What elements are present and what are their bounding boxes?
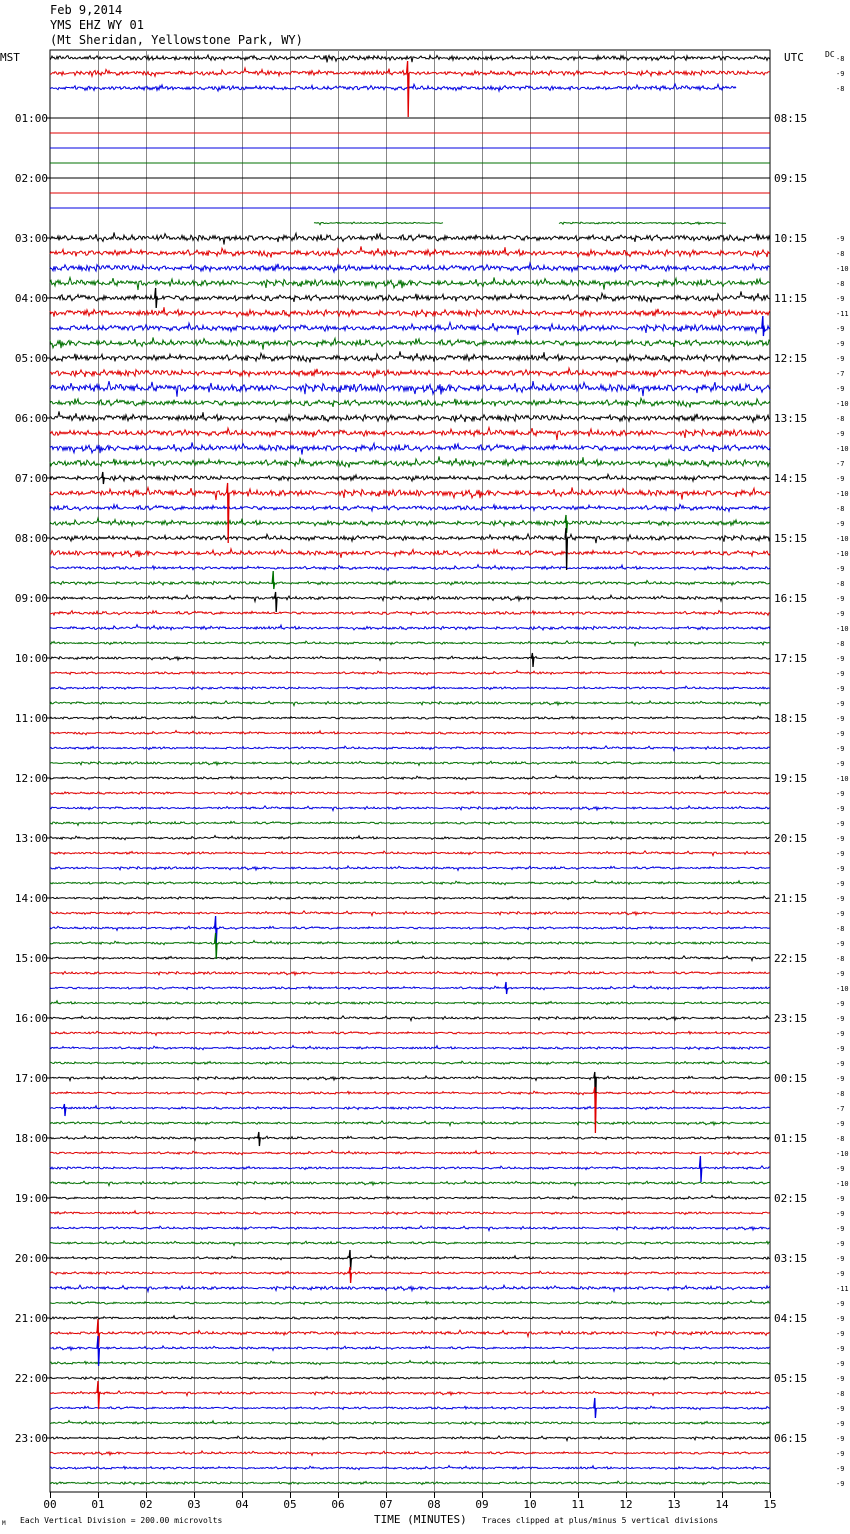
seismic-trace bbox=[50, 941, 770, 945]
left-hour-label: 14:00 bbox=[14, 892, 48, 905]
right-hour-label: 14:15 bbox=[774, 472, 808, 485]
dc-offset-label: -8 bbox=[836, 415, 845, 423]
x-tick-label: 08 bbox=[427, 1498, 441, 1511]
seismic-trace bbox=[50, 1256, 770, 1260]
seismic-trace bbox=[50, 487, 770, 500]
right-hour-label: 00:15 bbox=[774, 1072, 808, 1085]
dc-offset-label: -9 bbox=[836, 1345, 845, 1353]
seismic-trace bbox=[50, 232, 770, 244]
seismic-trace bbox=[50, 581, 770, 586]
dc-offset-label: -9 bbox=[836, 1450, 845, 1458]
seismic-trace bbox=[50, 411, 770, 422]
dc-offset-label: -10 bbox=[836, 625, 849, 633]
seismic-trace bbox=[50, 656, 770, 661]
dc-offset-label: -10 bbox=[836, 775, 849, 783]
seismic-trace bbox=[50, 821, 770, 825]
seismic-trace bbox=[50, 428, 770, 441]
right-hour-label: 03:15 bbox=[774, 1252, 808, 1265]
dc-offset-label: -9 bbox=[836, 865, 845, 873]
x-tick-label: 04 bbox=[235, 1498, 249, 1511]
dc-offset-label: -9 bbox=[836, 520, 845, 528]
left-hour-label: 12:00 bbox=[14, 772, 48, 785]
right-hour-label: 13:15 bbox=[774, 412, 808, 425]
dc-offset-label: -10 bbox=[836, 265, 849, 273]
left-hour-label: 16:00 bbox=[14, 1012, 48, 1025]
left-hour-label: 22:00 bbox=[14, 1372, 48, 1385]
dc-offset-label: -9 bbox=[836, 910, 845, 918]
seismic-trace bbox=[50, 381, 770, 397]
right-hour-label: 18:15 bbox=[774, 712, 808, 725]
seismic-trace bbox=[50, 1031, 770, 1035]
x-tick-label: 12 bbox=[619, 1498, 633, 1511]
dc-offset-label: -9 bbox=[836, 1330, 845, 1338]
chart-station: YMS EHZ WY 01 bbox=[50, 18, 144, 32]
seismic-spike bbox=[565, 528, 567, 570]
dc-offset-label: -9 bbox=[836, 1000, 845, 1008]
right-hour-label: 22:15 bbox=[774, 952, 808, 965]
dc-offset-label: -9 bbox=[836, 295, 845, 303]
x-tick-label: 10 bbox=[523, 1498, 537, 1511]
left-hour-label: 09:00 bbox=[14, 592, 48, 605]
dc-offset-label: -9 bbox=[836, 1060, 845, 1068]
seismic-trace bbox=[50, 1166, 770, 1170]
dc-offset-label: -7 bbox=[836, 1105, 845, 1113]
seismic-spike bbox=[594, 1398, 596, 1418]
seismic-trace bbox=[50, 1466, 770, 1470]
dc-offset-label: -9 bbox=[836, 805, 845, 813]
seismic-trace bbox=[50, 1316, 770, 1320]
dc-offset-label: -8 bbox=[836, 640, 845, 648]
seismic-trace bbox=[50, 1076, 770, 1081]
seismic-trace bbox=[50, 1091, 770, 1095]
dc-offset-label: -9 bbox=[836, 790, 845, 798]
left-hour-label: 04:00 bbox=[14, 292, 48, 305]
dc-offset-label: -8 bbox=[836, 55, 845, 63]
left-hour-label: 08:00 bbox=[14, 532, 48, 545]
dc-offset-label: -9 bbox=[836, 880, 845, 888]
seismic-trace bbox=[50, 1451, 770, 1456]
seismic-trace bbox=[50, 263, 770, 272]
left-hour-label: 05:00 bbox=[14, 352, 48, 365]
dc-offset-label: -9 bbox=[836, 970, 845, 978]
dc-offset-label: -11 bbox=[836, 310, 849, 318]
dc-offset-label: -9 bbox=[836, 1270, 845, 1278]
seismic-trace bbox=[50, 1151, 770, 1155]
dc-offset-label: -9 bbox=[836, 670, 845, 678]
footer-mark: M bbox=[2, 1520, 6, 1527]
seismic-trace bbox=[50, 442, 770, 454]
seismic-spike bbox=[97, 1381, 99, 1409]
dc-offset-label: -9 bbox=[836, 355, 845, 363]
right-hour-label: 21:15 bbox=[774, 892, 808, 905]
seismic-trace bbox=[50, 84, 736, 91]
left-hour-label: 11:00 bbox=[14, 712, 48, 725]
seismic-trace bbox=[50, 518, 770, 526]
dc-offset-label: -10 bbox=[836, 550, 849, 558]
scale-note: Each Vertical Division = 200.00 microvolts bbox=[20, 1516, 223, 1525]
right-hour-label: 19:15 bbox=[774, 772, 808, 785]
seismic-spike bbox=[258, 1132, 260, 1146]
dc-offset-label: -9 bbox=[836, 730, 845, 738]
right-hour-label: 10:15 bbox=[774, 232, 808, 245]
dc-offset-label: -9 bbox=[836, 1240, 845, 1248]
dc-offset-label: -8 bbox=[836, 250, 845, 258]
left-hour-label: 17:00 bbox=[14, 1072, 48, 1085]
dc-offset-label: -9 bbox=[836, 1315, 845, 1323]
dc-offset-label: -9 bbox=[836, 850, 845, 858]
left-hour-label: 23:00 bbox=[14, 1432, 48, 1445]
seismic-trace bbox=[50, 1106, 770, 1110]
seismic-trace bbox=[50, 986, 770, 990]
seismic-trace bbox=[50, 1271, 770, 1275]
dc-offset-label: -10 bbox=[836, 1150, 849, 1158]
plot-frame bbox=[50, 50, 770, 1492]
seismic-trace bbox=[50, 1391, 770, 1396]
seismic-spike bbox=[505, 982, 507, 994]
dc-offset-label: -9 bbox=[836, 610, 845, 618]
right-hour-label: 12:15 bbox=[774, 352, 808, 365]
seismic-trace bbox=[50, 1061, 770, 1065]
seismic-trace bbox=[50, 836, 770, 840]
left-hour-label: 06:00 bbox=[14, 412, 48, 425]
dc-offset-label: -9 bbox=[836, 475, 845, 483]
seismic-trace bbox=[50, 1301, 770, 1305]
seismic-trace bbox=[50, 806, 770, 811]
right-hour-label: 08:15 bbox=[774, 112, 808, 125]
dc-offset-label: -9 bbox=[836, 325, 845, 333]
dc-offset-label: -9 bbox=[836, 385, 845, 393]
x-tick-label: 00 bbox=[43, 1498, 57, 1511]
seismic-trace bbox=[50, 911, 770, 916]
right-hour-label: 17:15 bbox=[774, 652, 808, 665]
seismic-trace bbox=[50, 1346, 770, 1351]
seismic-trace bbox=[50, 277, 770, 290]
dc-offset-label: -8 bbox=[836, 955, 845, 963]
right-hour-label: 04:15 bbox=[774, 1312, 808, 1325]
dc-offset-label: -9 bbox=[836, 1015, 845, 1023]
dc-offset-label: -9 bbox=[836, 1480, 845, 1488]
seismic-trace bbox=[50, 1196, 770, 1200]
dc-offset-label: -8 bbox=[836, 280, 845, 288]
seismic-trace bbox=[50, 534, 770, 543]
seismic-trace bbox=[50, 1136, 770, 1141]
right-hour-label: 01:15 bbox=[774, 1132, 808, 1145]
dc-offset-label: -9 bbox=[836, 1075, 845, 1083]
seismic-trace bbox=[50, 746, 770, 751]
left-hour-label: 02:00 bbox=[14, 172, 48, 185]
seismic-trace bbox=[50, 1241, 770, 1246]
seismic-spike bbox=[275, 592, 277, 612]
seismic-trace bbox=[50, 686, 770, 689]
seismic-spike bbox=[227, 483, 229, 543]
seismic-trace bbox=[50, 791, 770, 794]
x-tick-label: 07 bbox=[379, 1498, 393, 1511]
right-hour-label: 16:15 bbox=[774, 592, 808, 605]
dc-offset-label: -8 bbox=[836, 1135, 845, 1143]
right-timezone-label: UTC bbox=[784, 51, 804, 64]
x-axis-label: TIME (MINUTES) bbox=[374, 1513, 467, 1526]
dc-offset-label: -9 bbox=[836, 1465, 845, 1473]
seismic-spike bbox=[594, 1087, 596, 1133]
dc-offset-label: -8 bbox=[836, 505, 845, 513]
dc-offset-label: -9 bbox=[836, 895, 845, 903]
seismic-trace bbox=[50, 1226, 770, 1231]
right-hour-label: 23:15 bbox=[774, 1012, 808, 1025]
seismic-trace bbox=[50, 55, 770, 62]
dc-offset-label: -10 bbox=[836, 400, 849, 408]
seismic-trace bbox=[50, 1016, 770, 1021]
x-tick-label: 14 bbox=[715, 1498, 729, 1511]
left-hour-label: 20:00 bbox=[14, 1252, 48, 1265]
chart-date: Feb 9,2014 bbox=[50, 3, 123, 17]
seismic-trace bbox=[50, 504, 770, 511]
dc-offset-label: -9 bbox=[836, 1255, 845, 1263]
seismic-trace bbox=[50, 731, 770, 735]
dc-offset-label: -9 bbox=[836, 430, 845, 438]
right-hour-label: 15:15 bbox=[774, 532, 808, 545]
x-tick-label: 09 bbox=[475, 1498, 489, 1511]
left-hour-label: 18:00 bbox=[14, 1132, 48, 1145]
left-hour-label: 19:00 bbox=[14, 1192, 48, 1205]
seismic-trace bbox=[50, 323, 770, 336]
dc-offset-label: -9 bbox=[836, 1030, 845, 1038]
seismic-trace bbox=[50, 565, 770, 571]
x-tick-label: 15 bbox=[763, 1498, 777, 1511]
seismic-trace bbox=[50, 1046, 770, 1050]
seismic-trace bbox=[50, 926, 770, 930]
seismic-trace bbox=[50, 1481, 770, 1485]
dc-offset-label: -9 bbox=[836, 745, 845, 753]
seismic-trace bbox=[50, 1121, 770, 1126]
seismic-spike bbox=[102, 472, 104, 484]
dc-offset-label: -9 bbox=[836, 1120, 845, 1128]
seismic-trace bbox=[50, 291, 770, 302]
seismic-trace bbox=[50, 625, 770, 630]
seismic-spike bbox=[699, 1156, 701, 1182]
x-tick-label: 01 bbox=[91, 1498, 105, 1511]
dc-offset-label: -9 bbox=[836, 700, 845, 708]
dc-offset-label: -9 bbox=[836, 760, 845, 768]
right-hour-label: 02:15 bbox=[774, 1192, 808, 1205]
left-hour-label: 07:00 bbox=[14, 472, 48, 485]
dc-offset-label: -9 bbox=[836, 595, 845, 603]
seismic-trace bbox=[50, 851, 770, 856]
seismic-trace bbox=[50, 971, 770, 976]
seismic-trace bbox=[50, 761, 770, 766]
dc-offset-label: -9 bbox=[836, 340, 845, 348]
seismic-trace bbox=[50, 549, 770, 558]
dc-offset-label: -9 bbox=[836, 715, 845, 723]
dc-offset-label: -9 bbox=[836, 1405, 845, 1413]
x-tick-label: 03 bbox=[187, 1498, 201, 1511]
seismic-trace bbox=[50, 368, 770, 377]
dc-offset-label: -9 bbox=[836, 235, 845, 243]
left-hour-label: 15:00 bbox=[14, 952, 48, 965]
seismic-trace bbox=[50, 1376, 770, 1380]
seismic-spike bbox=[272, 571, 274, 589]
seismic-trace bbox=[314, 222, 726, 225]
right-hour-label: 11:15 bbox=[774, 292, 808, 305]
dc-offset-label: -9 bbox=[836, 1165, 845, 1173]
dc-offset-label: -9 bbox=[836, 1300, 845, 1308]
right-hour-label: 20:15 bbox=[774, 832, 808, 845]
seismic-trace bbox=[50, 866, 770, 871]
dc-offset-label: -9 bbox=[836, 70, 845, 78]
left-hour-label: 21:00 bbox=[14, 1312, 48, 1325]
seismic-trace bbox=[50, 398, 770, 407]
seismic-spike bbox=[63, 1104, 65, 1116]
left-hour-label: 01:00 bbox=[14, 112, 48, 125]
seismic-trace bbox=[50, 776, 770, 780]
dc-offset-label: -9 bbox=[836, 1360, 845, 1368]
x-tick-label: 13 bbox=[667, 1498, 681, 1511]
seismic-trace bbox=[50, 595, 770, 601]
dc-offset-label: -9 bbox=[836, 655, 845, 663]
seismic-trace bbox=[50, 896, 770, 899]
dc-offset-label: -9 bbox=[836, 1225, 845, 1233]
dc-offset-label: -11 bbox=[836, 1285, 849, 1293]
seismic-trace bbox=[50, 701, 770, 706]
seismic-spike bbox=[407, 61, 409, 117]
seismic-trace bbox=[50, 881, 770, 885]
x-tick-label: 05 bbox=[283, 1498, 297, 1511]
dc-offset-label: -9 bbox=[836, 1435, 845, 1443]
dc-offset-label: -9 bbox=[836, 1045, 845, 1053]
x-tick-label: 06 bbox=[331, 1498, 345, 1511]
dc-offset-label: -9 bbox=[836, 1210, 845, 1218]
dc-offset-label: -8 bbox=[836, 85, 845, 93]
clip-note: Traces clipped at plus/minus 5 vertical divisions bbox=[482, 1516, 719, 1525]
dc-label: DC bbox=[825, 50, 835, 59]
dc-offset-label: -9 bbox=[836, 1420, 845, 1428]
dc-offset-label: -7 bbox=[836, 460, 845, 468]
seismic-trace bbox=[50, 246, 770, 257]
right-hour-label: 06:15 bbox=[774, 1432, 808, 1445]
seismic-spike bbox=[531, 653, 533, 667]
seismic-trace bbox=[50, 1436, 770, 1441]
dc-offset-label: -9 bbox=[836, 1375, 845, 1383]
dc-offset-label: -9 bbox=[836, 835, 845, 843]
left-hour-label: 03:00 bbox=[14, 232, 48, 245]
dc-offset-label: -9 bbox=[836, 685, 845, 693]
left-timezone-label: MST bbox=[0, 51, 20, 64]
seismic-trace bbox=[50, 1330, 770, 1336]
seismic-trace bbox=[50, 1361, 770, 1365]
seismic-trace bbox=[50, 956, 770, 961]
seismic-trace bbox=[50, 641, 770, 646]
seismic-trace bbox=[50, 337, 770, 349]
seismic-trace bbox=[50, 351, 770, 362]
dc-offset-label: -10 bbox=[836, 535, 849, 543]
left-hour-label: 13:00 bbox=[14, 832, 48, 845]
seismic-trace bbox=[50, 611, 770, 616]
left-hour-label: 10:00 bbox=[14, 652, 48, 665]
seismic-spike bbox=[155, 288, 157, 308]
dc-offset-label: -10 bbox=[836, 490, 849, 498]
dc-offset-label: -9 bbox=[836, 1195, 845, 1203]
seismic-trace bbox=[50, 474, 770, 481]
dc-offset-label: -8 bbox=[836, 1390, 845, 1398]
seismic-trace bbox=[50, 1406, 770, 1410]
chart-location: (Mt Sheridan, Yellowstone Park, WY) bbox=[50, 33, 303, 47]
seismic-trace bbox=[50, 716, 770, 719]
dc-offset-label: -7 bbox=[836, 370, 845, 378]
dc-offset-label: -9 bbox=[836, 820, 845, 828]
dc-offset-label: -10 bbox=[836, 445, 849, 453]
x-tick-label: 11 bbox=[571, 1498, 585, 1511]
dc-offset-label: -8 bbox=[836, 925, 845, 933]
seismic-trace bbox=[50, 1421, 770, 1425]
dc-offset-label: -9 bbox=[836, 940, 845, 948]
seismic-trace bbox=[50, 456, 770, 467]
dc-offset-label: -10 bbox=[836, 985, 849, 993]
seismic-trace bbox=[50, 1181, 770, 1186]
seismic-trace bbox=[50, 1001, 770, 1005]
seismic-trace bbox=[50, 1211, 770, 1215]
seismic-trace bbox=[50, 671, 770, 675]
seismic-trace bbox=[50, 68, 770, 76]
right-hour-label: 05:15 bbox=[774, 1372, 808, 1385]
dc-offset-label: -9 bbox=[836, 565, 845, 573]
seismic-trace bbox=[50, 1285, 770, 1291]
dc-offset-label: -8 bbox=[836, 1090, 845, 1098]
dc-offset-label: -8 bbox=[836, 580, 845, 588]
dc-offset-label: -10 bbox=[836, 1180, 849, 1188]
right-hour-label: 09:15 bbox=[774, 172, 808, 185]
x-tick-label: 02 bbox=[139, 1498, 153, 1511]
seismic-trace bbox=[50, 307, 770, 317]
